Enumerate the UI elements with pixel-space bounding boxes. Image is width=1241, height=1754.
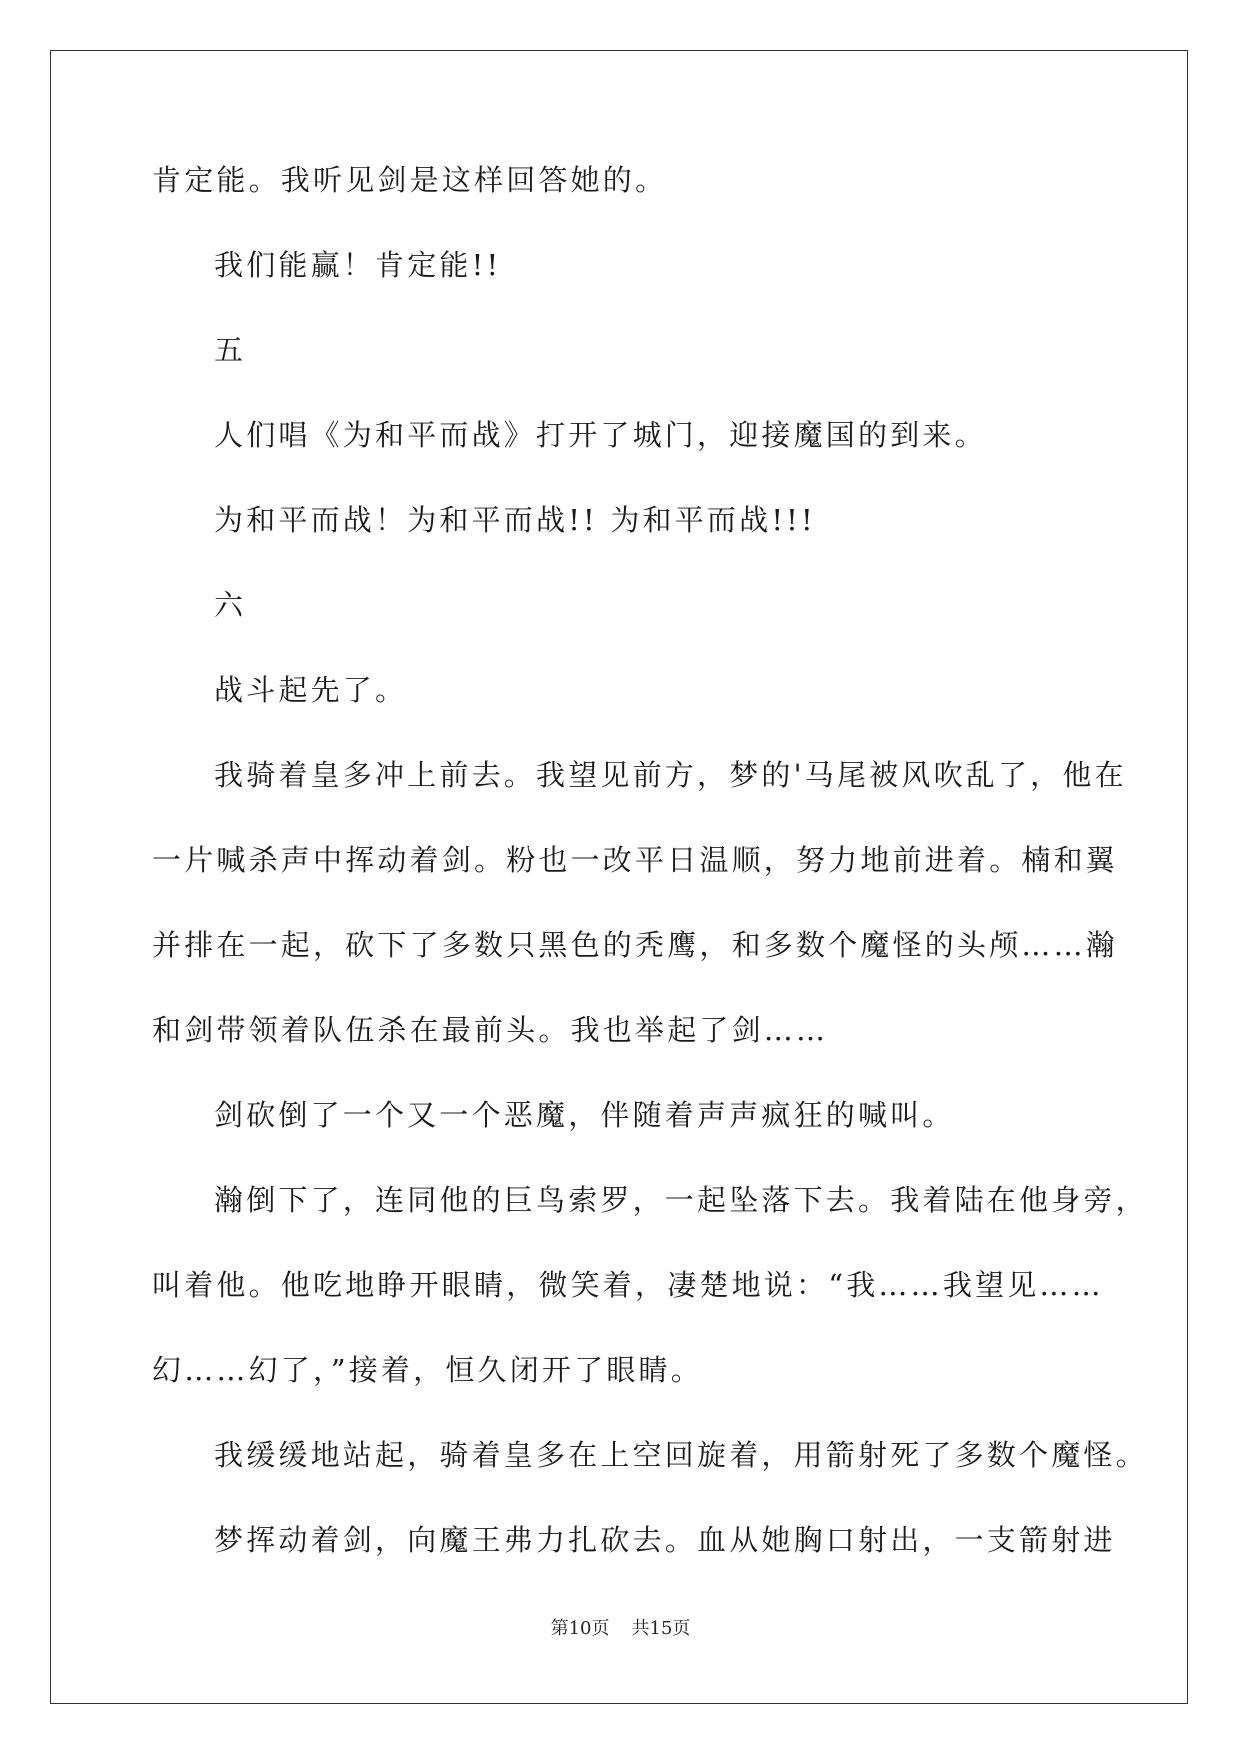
text-line: 叫着他。他吃地睁开眼睛，微笑着，凄楚地说：“我……我望见……: [152, 1268, 1104, 1302]
text-line: 瀚倒下了，连同他的巨鸟索罗，一起坠落下去。我着陆在他身旁，: [214, 1183, 1148, 1217]
text-line: 我们能赢！肯定能!!: [214, 248, 502, 282]
section-heading: 六: [214, 588, 247, 622]
text-line: 人们唱《为和平而战》打开了城门，迎接魔国的到来。: [214, 418, 987, 452]
section-heading: 五: [214, 333, 247, 367]
text-line: 我骑着皇多冲上前去。我望见前方，梦的'马尾被风吹乱了，他在: [214, 758, 1127, 792]
text-line: 梦挥动着剑，向魔王弗力扎砍去。血从她胸口射出，一支箭射进: [214, 1523, 1116, 1557]
text-line: 剑砍倒了一个又一个恶魔，伴随着声声疯狂的喊叫。: [214, 1098, 955, 1132]
text-line: 为和平而战！为和平而战!! 为和平而战!!!: [214, 503, 816, 537]
page-number: 第10页: [550, 1618, 610, 1639]
text-line: 并排在一起，砍下了多数只黑色的秃鹰，和多数个魔怪的头颅……瀚: [152, 928, 1119, 962]
text-line: 幻……幻了，”接着，恒久闭开了眼睛。: [152, 1353, 703, 1387]
page-total: 共15页: [631, 1618, 691, 1639]
text-line: 我缓缓地站起，骑着皇多在上空回旋着，用箭射死了多数个魔怪。: [214, 1438, 1148, 1472]
text-line: 一片喊杀声中挥动着剑。粉也一改平日温顺，努力地前进着。楠和翼: [152, 843, 1119, 877]
page-footer: [0, 1617, 1241, 1641]
text-line: 战斗起先了。: [214, 673, 408, 707]
text-line: 肯定能。我听见剑是这样回答她的。: [152, 163, 668, 197]
text-line: 和剑带领着队伍杀在最前头。我也举起了剑……: [152, 1013, 829, 1047]
